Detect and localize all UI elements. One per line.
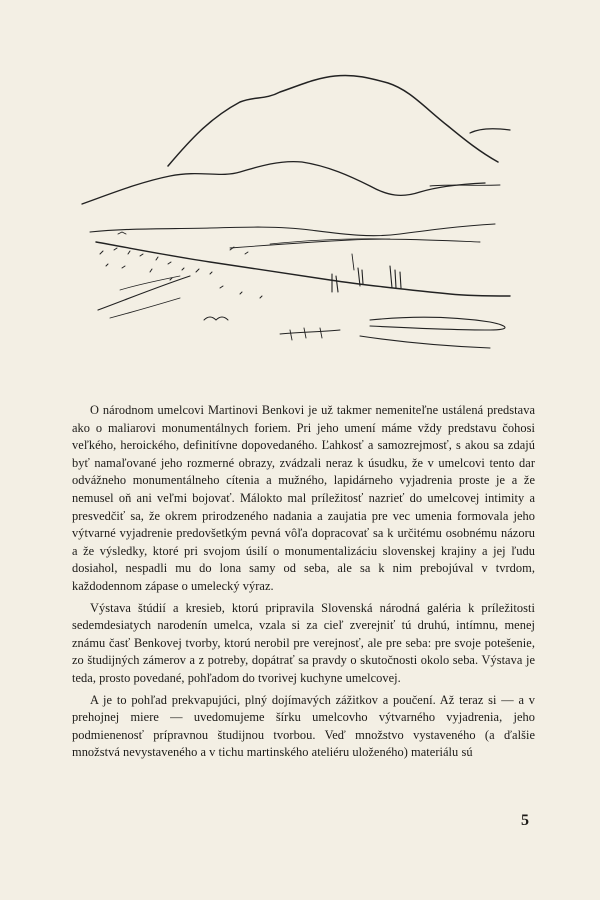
article-body: [72, 402, 535, 762]
page-number: 5: [521, 812, 529, 829]
paragraph-2: Výstava štúdií a kresieb, ktorú pripravila Slovenská národná galéria k príležitosti sedemdesiatych narodenín umelca, vzala si za cieľ zverejniť tú druhú, intímnu, menej známu časť Benkovej tvorby, ktorú nerobil pre verejnosť, ale pre seba: pre svoje potešenie, zo študijných zámerov a z potreby, dopátrať sa pravdy o skutočnosti okolo seba. Výstava je teda, prosto povedané, pohľadom do tvorivej kuchyne umelcovej.: [72, 600, 535, 685]
landscape-sketch: [70, 58, 530, 358]
paragraph-3: A je to pohľad prekvapujúci, plný dojímavých zážitkov a poučení. Až teraz si — a v prehojnej miere — uvedomujeme šírku umelcovho výtvarného vyjadrenia, jeho podmienenosť prípravnou študijnou tvorbou. Veď množstvo vystaveného (a ďalšie množstvá nevystaveného a v tichu martinského ateliéru uloženého) materiálu sú: [72, 692, 535, 760]
paragraph-1: O národnom umelcovi Martinovi Benkovi je už takmer nemeniteľne ustálená predstava ako o maliarovi monumentálnych foriem. Pri jeho umení máme vždy predstavu čohosi veľkého, heroického, definitívne dopovedaného. Ľahkosť a samozrejmosť, s akou sa zdajú byť namaľované jeho rozmerné obrazy, zvádzali neraz k úsudku, že v umelcovi tento dar odvážneho monumentálneho cítenia a mužného, lapidárneho vyjadrenia proste je a že nemusel oň ani veľmi bojovať. Málokto mal príležitosť nazrieť do umelcovej intimity a presvedčiť sa, že okrem prirodzeného nadania a zaujatia pre vec umenia formovala jeho výtvarné vyjadrenie predovšetkým pevná vôľa dopracovať sa k určitému osobnému názoru a že výsledky, ktoré pri svojom úsilí o monumentalizáciu slovenskej krajiny a jej ľudu dosiahol, nespadli mu do lona samy od seba, ale sa k nim prebojúval v tvrdom, každodennom zápase o umelecký výraz.: [72, 403, 535, 593]
